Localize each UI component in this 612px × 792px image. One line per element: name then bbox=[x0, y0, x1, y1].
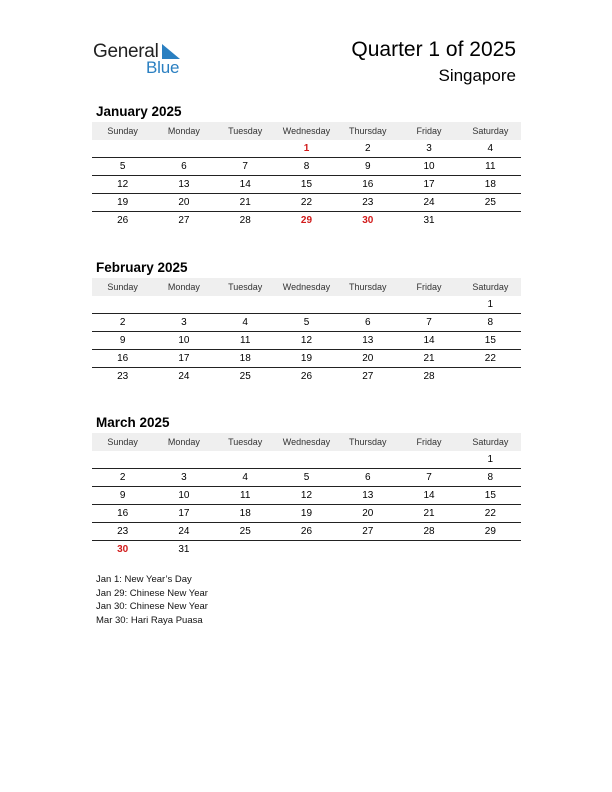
day-cell: 13 bbox=[362, 490, 374, 501]
day-cell: 28 bbox=[423, 371, 435, 382]
weekday-header bbox=[92, 433, 521, 451]
weekday-label: Monday bbox=[167, 282, 200, 292]
week-row bbox=[92, 332, 521, 350]
day-cell: 17 bbox=[178, 508, 190, 519]
day-cell: 26 bbox=[300, 526, 313, 537]
day-cell: 3 bbox=[426, 143, 432, 154]
day-cell: 22 bbox=[484, 353, 496, 364]
week-row bbox=[92, 541, 521, 558]
day-cell: 25 bbox=[239, 371, 251, 382]
day-cell: 29 bbox=[484, 526, 496, 537]
day-cell: 6 bbox=[181, 161, 187, 172]
week-row bbox=[92, 487, 521, 505]
day-cell: 24 bbox=[423, 197, 435, 208]
day-cell: 7 bbox=[242, 161, 248, 172]
month-title: March 2025 bbox=[96, 415, 170, 430]
weekday-label: Sunday bbox=[107, 282, 138, 292]
day-cell: 12 bbox=[300, 335, 313, 346]
day-cell: 16 bbox=[117, 353, 129, 364]
day-cell: 14 bbox=[239, 179, 251, 190]
weekday-label: Saturday bbox=[472, 126, 509, 136]
week-row bbox=[92, 194, 521, 212]
week-row bbox=[92, 469, 521, 487]
day-cell: 17 bbox=[423, 179, 435, 190]
holiday-note: Mar 30: Hari Raya Puasa bbox=[96, 614, 203, 626]
holiday-day-cell: 30 bbox=[117, 544, 129, 555]
week-row bbox=[92, 176, 521, 194]
day-cell: 7 bbox=[426, 317, 432, 328]
weekday-label: Tuesday bbox=[228, 437, 263, 447]
week-row bbox=[92, 212, 521, 229]
day-cell: 20 bbox=[178, 197, 190, 208]
day-cell: 22 bbox=[300, 197, 313, 208]
generalblue-logo bbox=[93, 41, 193, 81]
day-cell: 27 bbox=[362, 526, 374, 537]
month-grid bbox=[92, 451, 521, 558]
holiday-note: Jan 30: Chinese New Year bbox=[96, 601, 208, 612]
day-cell: 23 bbox=[117, 526, 129, 537]
day-cell: 21 bbox=[423, 508, 435, 519]
day-cell: 24 bbox=[178, 371, 190, 382]
day-cell: 16 bbox=[117, 508, 129, 519]
day-cell: 21 bbox=[423, 353, 435, 364]
day-cell: 14 bbox=[423, 490, 435, 501]
day-cell: 23 bbox=[117, 371, 129, 382]
day-cell: 19 bbox=[300, 508, 313, 519]
week-row bbox=[92, 314, 521, 332]
day-cell: 5 bbox=[303, 317, 310, 328]
weekday-header bbox=[92, 122, 521, 140]
week-row bbox=[92, 296, 521, 314]
day-cell: 1 bbox=[487, 299, 494, 310]
holiday-day-cell: 30 bbox=[362, 215, 374, 226]
logo-word-general: General bbox=[93, 41, 159, 62]
day-cell: 31 bbox=[423, 215, 435, 226]
weekday-label: Tuesday bbox=[228, 126, 263, 136]
day-cell: 27 bbox=[362, 371, 374, 382]
weekday-label: Tuesday bbox=[228, 282, 263, 292]
weekday-label: Sunday bbox=[107, 437, 138, 447]
day-cell: 1 bbox=[487, 454, 494, 465]
day-cell: 27 bbox=[178, 215, 190, 226]
day-cell: 21 bbox=[239, 197, 251, 208]
day-cell: 2 bbox=[119, 317, 126, 328]
day-cell: 19 bbox=[117, 197, 129, 208]
day-cell: 25 bbox=[239, 526, 251, 537]
day-cell: 11 bbox=[240, 335, 251, 346]
day-cell: 10 bbox=[423, 161, 435, 172]
day-cell: 16 bbox=[362, 179, 374, 190]
day-cell: 9 bbox=[119, 335, 126, 346]
page-title: Quarter 1 of 2025 bbox=[351, 38, 516, 61]
weekday-header bbox=[92, 278, 521, 296]
holiday-day-cell: 1 bbox=[303, 143, 310, 154]
holiday-note: Jan 29: Chinese New Year bbox=[96, 587, 208, 599]
month-grid bbox=[92, 296, 521, 385]
day-cell: 2 bbox=[364, 143, 371, 154]
month-grid bbox=[92, 140, 521, 229]
weekday-label: Saturday bbox=[472, 437, 509, 447]
day-cell: 8 bbox=[487, 317, 494, 328]
day-cell: 6 bbox=[364, 472, 371, 483]
day-cell: 14 bbox=[423, 335, 435, 346]
day-cell: 9 bbox=[364, 161, 371, 172]
day-cell: 5 bbox=[119, 161, 126, 172]
holiday-notes bbox=[96, 573, 208, 627]
month-march bbox=[92, 413, 521, 558]
day-cell: 2 bbox=[119, 472, 126, 483]
week-row bbox=[92, 158, 521, 176]
day-cell: 19 bbox=[300, 353, 313, 364]
weekday-label: Sunday bbox=[107, 126, 138, 136]
day-cell: 24 bbox=[178, 526, 190, 537]
day-cell: 9 bbox=[119, 490, 126, 501]
week-row bbox=[92, 523, 521, 541]
weekday-label: Thursday bbox=[349, 437, 387, 447]
weekday-label: Friday bbox=[416, 437, 442, 447]
day-cell: 28 bbox=[423, 526, 435, 537]
day-cell: 18 bbox=[484, 179, 496, 190]
day-cell: 28 bbox=[239, 215, 251, 226]
day-cell: 4 bbox=[242, 317, 248, 328]
weekday-label: Monday bbox=[167, 437, 200, 447]
day-cell: 7 bbox=[426, 472, 432, 483]
week-row bbox=[92, 350, 521, 368]
day-cell: 4 bbox=[242, 472, 248, 483]
day-cell: 11 bbox=[485, 161, 496, 172]
week-row bbox=[92, 140, 521, 158]
month-title: January 2025 bbox=[96, 104, 182, 119]
week-row bbox=[92, 368, 521, 385]
weekday-label: Monday bbox=[167, 126, 200, 136]
day-cell: 8 bbox=[487, 472, 494, 483]
month-january bbox=[92, 102, 521, 229]
weekday-label: Wednesday bbox=[282, 126, 331, 136]
day-cell: 3 bbox=[181, 472, 187, 483]
day-cell: 3 bbox=[181, 317, 187, 328]
day-cell: 31 bbox=[178, 544, 190, 555]
day-cell: 25 bbox=[484, 197, 496, 208]
day-cell: 20 bbox=[362, 508, 374, 519]
day-cell: 6 bbox=[364, 317, 371, 328]
weekday-label: Saturday bbox=[472, 282, 509, 292]
country-name: Singapore bbox=[438, 66, 516, 85]
day-cell: 22 bbox=[484, 508, 496, 519]
day-cell: 13 bbox=[362, 335, 374, 346]
weekday-label: Thursday bbox=[349, 126, 387, 136]
weekday-label: Thursday bbox=[349, 282, 387, 292]
day-cell: 15 bbox=[484, 335, 496, 346]
day-cell: 10 bbox=[178, 335, 190, 346]
holiday-day-cell: 29 bbox=[300, 215, 313, 226]
week-row bbox=[92, 451, 521, 469]
weekday-label: Wednesday bbox=[282, 437, 331, 447]
day-cell: 12 bbox=[117, 179, 129, 190]
day-cell: 5 bbox=[303, 472, 310, 483]
day-cell: 8 bbox=[303, 161, 310, 172]
weekday-label: Friday bbox=[416, 126, 442, 136]
month-february bbox=[92, 258, 521, 385]
weekday-label: Friday bbox=[416, 282, 442, 292]
day-cell: 15 bbox=[484, 490, 496, 501]
week-row bbox=[92, 505, 521, 523]
holiday-note: Jan 1: New Year’s Day bbox=[96, 574, 192, 585]
day-cell: 20 bbox=[362, 353, 374, 364]
weekday-label: Wednesday bbox=[282, 282, 331, 292]
day-cell: 10 bbox=[178, 490, 190, 501]
day-cell: 26 bbox=[300, 371, 313, 382]
day-cell: 26 bbox=[117, 215, 129, 226]
day-cell: 11 bbox=[240, 490, 251, 501]
day-cell: 18 bbox=[239, 508, 251, 519]
day-cell: 18 bbox=[239, 353, 251, 364]
month-title: February 2025 bbox=[96, 260, 188, 275]
logo-word-blue: Blue bbox=[146, 58, 180, 77]
day-cell: 12 bbox=[300, 490, 313, 501]
day-cell: 17 bbox=[178, 353, 190, 364]
day-cell: 15 bbox=[300, 179, 313, 190]
day-cell: 13 bbox=[178, 179, 190, 190]
day-cell: 23 bbox=[362, 197, 374, 208]
day-cell: 4 bbox=[487, 143, 494, 154]
